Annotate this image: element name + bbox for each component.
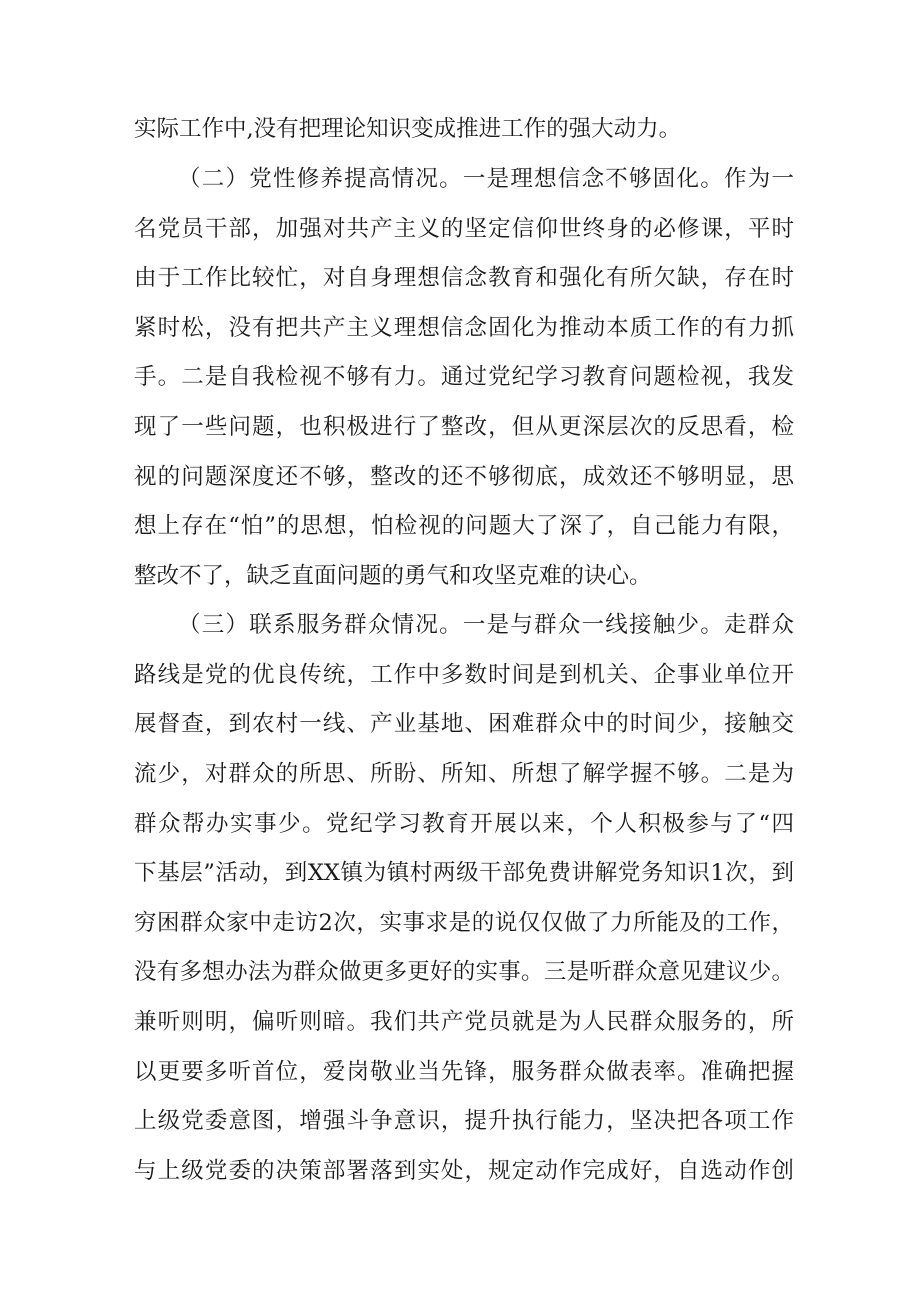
text-line: 实际工作中,没有把理论知识变成推进工作的强大动力。 [134, 116, 682, 142]
text-line: 没有多想办法为群众做更多更好的实事。三是听群众意见建议少。 [134, 959, 794, 985]
text-line: 下基层”活动，到XX镇为镇村两级干部免费讲解党务知识1次，到 [134, 860, 794, 886]
text-line: 名党员干部，加强对共产主义的坚定信仰世终身的必修课，平时 [134, 216, 794, 242]
text-line: （三）联系服务群众情况。一是与群众一线接触少。走群众 [178, 612, 794, 638]
text-line: 由于工作比较忙，对自身理想信念教育和强化有所欠缺，存在时 [134, 265, 794, 291]
text-line: 流少，对群众的所思、所盼、所知、所想了解学握不够。二是为 [134, 761, 794, 787]
text-line: 展督查，到农村一线、产业基地、困难群众中的时间少，接触交 [134, 711, 794, 737]
text-line: 整改不了，缺乏直面问题的勇气和攻坚克难的诀心。 [134, 563, 652, 589]
text-line: 紧时松，没有把共产主义理想信念固化为推动本质工作的有力抓 [134, 315, 794, 341]
text-line: 兼听则明，偏听则暗。我们共产党员就是为人民群众服务的，所 [134, 1009, 794, 1035]
text-line: 视的问题深度还不够，整改的还不够彻底，成效还不够明显，思 [134, 464, 794, 490]
text-line: 上级党委意图，增强斗争意识，提升执行能力，坚决把各项工作 [134, 1108, 794, 1134]
text-line: 穷困群众家中走访2次，实事求是的说仅仅做了力所能及的工作， [134, 910, 794, 936]
text-line: 现了一些问题，也积极进行了整改，但从更深层次的反思看，检 [134, 414, 794, 440]
text-line: 想上存在“怕”的思想，怕检视的问题大了深了，自己能力有限， [134, 513, 794, 539]
text-line: 手。二是自我检视不够有力。通过党纪学习教育问题检视，我发 [134, 364, 794, 390]
text-line: 与上级党委的决策部署落到实处，规定动作完成好，自选动作创 [134, 1158, 794, 1184]
text-line: （二）党性修养提高情况。一是理想信念不够固化。作为一 [178, 166, 794, 192]
text-line: 以更要多听首位，爱岗敬业当先锋，服务群众做表率。准确把握 [134, 1059, 794, 1085]
text-line: 群众帮办实事少。党纪学习教育开展以来，个人积极参与了“四 [134, 811, 794, 837]
text-line: 路线是党的优良传统，工作中多数时间是到机关、企事业单位开 [134, 662, 794, 688]
